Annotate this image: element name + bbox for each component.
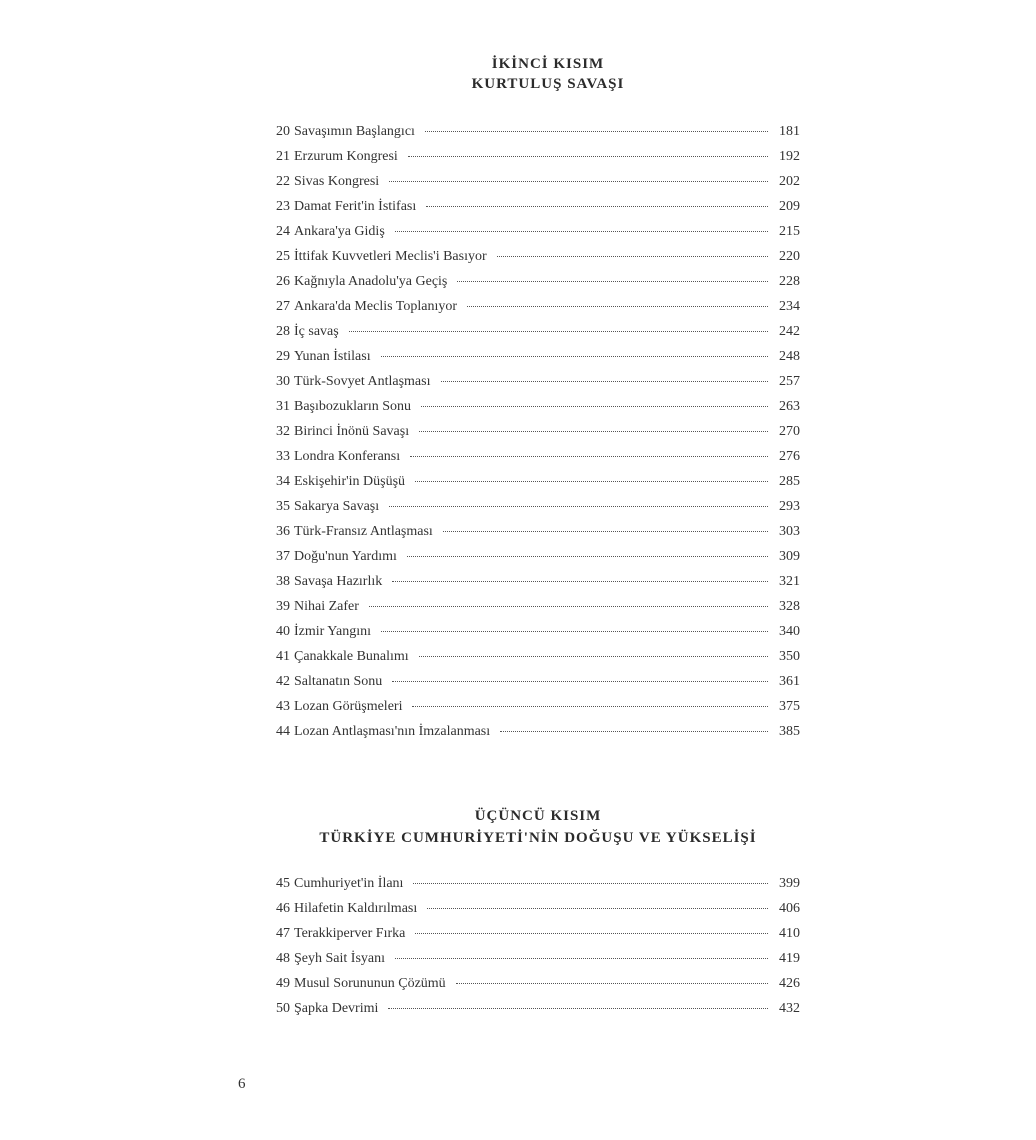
toc-entry-page: 181 [779, 124, 800, 139]
toc-entry [276, 524, 800, 549]
toc-entry [276, 876, 800, 901]
toc-entry [276, 224, 800, 249]
toc-entry-title: Çanakkale Bunalımı [294, 649, 409, 664]
toc-dot-leader [381, 631, 768, 632]
toc-entry-title: Lozan Antlaşması'nın İmzalanması [294, 724, 491, 739]
toc-entry-page: 406 [779, 901, 800, 916]
toc-entry-page: 202 [779, 174, 800, 189]
part-three-subtitle: TÜRKİYE CUMHURİYETİ'NİN DOĞUŞU VE YÜKSELİŞİ [319, 830, 757, 846]
toc-entry-title: Eskişehir'in Düşüşü [294, 474, 406, 489]
toc-entry [276, 299, 800, 324]
toc-entry-page: 309 [779, 549, 800, 564]
toc-entry-page: 419 [779, 951, 800, 966]
toc-entry-page: 270 [779, 424, 800, 439]
toc-dot-leader [457, 281, 768, 282]
toc-entry-title: Türk-Sovyet Antlaşması [294, 374, 431, 389]
toc-entry-number: 34 [276, 474, 290, 489]
toc-entry-number: 39 [276, 599, 290, 614]
toc-entry-page: 285 [779, 474, 800, 489]
toc-entry-title: Kağnıyla Anadolu'ya Geçiş [294, 274, 448, 289]
part-three-heading [20, 806, 1036, 848]
toc-entry-page: 263 [779, 399, 800, 414]
toc-entry-number: 23 [276, 199, 290, 214]
toc-entry-title: Türk-Fransız Antlaşması [294, 524, 433, 539]
toc-entry-page: 242 [779, 324, 800, 339]
toc-entry-page: 432 [779, 1001, 800, 1016]
toc-dot-leader [425, 131, 768, 132]
toc-entry [276, 901, 800, 926]
toc-entry-page: 350 [779, 649, 800, 664]
toc-dot-leader [456, 983, 768, 984]
toc-entry-number: 43 [276, 699, 290, 714]
toc-entry-page: 426 [779, 976, 800, 991]
toc-entry-number: 45 [276, 876, 290, 891]
toc-entry-page: 399 [779, 876, 800, 891]
toc-entry-page: 257 [779, 374, 800, 389]
toc-entry-page: 220 [779, 249, 800, 264]
toc-entry-title: Cumhuriyet'in İlanı [294, 876, 404, 891]
toc-dot-leader [410, 456, 768, 457]
toc-entry-page: 303 [779, 524, 800, 539]
toc-dot-leader [395, 958, 768, 959]
toc-entry [276, 349, 800, 374]
toc-entry-number: 29 [276, 349, 290, 364]
toc-entry-title: Birinci İnönü Savaşı [294, 424, 410, 439]
toc-entry-number: 33 [276, 449, 290, 464]
toc-entry-title: Saltanatın Sonu [294, 674, 383, 689]
toc-entry-page: 209 [779, 199, 800, 214]
toc-entry-title: Nihai Zafer [294, 599, 359, 614]
toc-entry-number: 49 [276, 976, 290, 991]
toc-entry [276, 976, 800, 1001]
toc-dot-leader [443, 531, 768, 532]
toc-entry-page: 410 [779, 926, 800, 941]
toc-entry [276, 374, 800, 399]
toc-entry-title: Doğu'nun Yardımı [294, 549, 397, 564]
toc-entry [276, 199, 800, 224]
toc-entry-title: Erzurum Kongresi [294, 149, 398, 164]
toc-entry-title: Londra Konferansı [294, 449, 401, 464]
toc-entry-page: 321 [779, 574, 800, 589]
toc-entry [276, 649, 800, 674]
toc-dot-leader [349, 331, 768, 332]
toc-entry-page: 293 [779, 499, 800, 514]
toc-dot-leader [415, 481, 768, 482]
toc-dot-leader [467, 306, 768, 307]
toc-entry-page: 361 [779, 674, 800, 689]
toc-entry [276, 926, 800, 951]
toc-dot-leader [497, 256, 768, 257]
toc-entry [276, 449, 800, 474]
toc-entry [276, 474, 800, 499]
toc-entry-number: 47 [276, 926, 290, 941]
toc-entry-title: Sivas Kongresi [294, 174, 380, 189]
part-three-title: ÜÇÜNCÜ KISIM [474, 808, 602, 824]
toc-entry-page: 385 [779, 724, 800, 739]
toc-entry-page: 234 [779, 299, 800, 314]
toc-entry-number: 32 [276, 424, 290, 439]
toc-entry [276, 599, 800, 624]
toc-entry-number: 31 [276, 399, 290, 414]
page-number: 6 [238, 1076, 246, 1092]
toc-entry [276, 124, 800, 149]
toc-entry-number: 26 [276, 274, 290, 289]
part-two-title: İKİNCİ KISIM [491, 56, 605, 72]
toc-entry [276, 274, 800, 299]
toc-entry-number: 21 [276, 149, 290, 164]
toc-entry [276, 549, 800, 574]
toc-dot-leader [388, 1008, 768, 1009]
toc-dot-leader [421, 406, 768, 407]
toc-entry-title: Savaşa Hazırlık [294, 574, 383, 589]
toc-entry-number: 24 [276, 224, 290, 239]
toc-dot-leader [427, 908, 768, 909]
toc-entry-title: Şapka Devrimi [294, 1001, 379, 1016]
toc-dot-leader [426, 206, 768, 207]
toc-entry-number: 27 [276, 299, 290, 314]
toc-entry [276, 424, 800, 449]
toc-entry-number: 20 [276, 124, 290, 139]
toc-entry [276, 724, 800, 749]
toc-entry-page: 248 [779, 349, 800, 364]
toc-dot-leader [415, 933, 768, 934]
toc-entry-number: 25 [276, 249, 290, 264]
toc-entry-title: Lozan Görüşmeleri [294, 699, 403, 714]
toc-entry-page: 215 [779, 224, 800, 239]
toc-entry-title: Hilafetin Kaldırılması [294, 901, 418, 916]
toc-dot-leader [392, 681, 768, 682]
toc-entry [276, 324, 800, 349]
toc-dot-leader [389, 506, 768, 507]
toc-entry-number: 42 [276, 674, 290, 689]
toc-entry [276, 574, 800, 599]
toc-entry-number: 50 [276, 1001, 290, 1016]
toc-entry [276, 1001, 800, 1026]
toc-entry-number: 48 [276, 951, 290, 966]
toc-entry-title: Damat Ferit'in İstifası [294, 199, 417, 214]
toc-entry-page: 276 [779, 449, 800, 464]
toc-entry [276, 174, 800, 199]
toc-dot-leader [408, 156, 768, 157]
toc-entry [276, 951, 800, 976]
toc-entry-number: 41 [276, 649, 290, 664]
toc-entry-number: 38 [276, 574, 290, 589]
toc-entry-number: 22 [276, 174, 290, 189]
toc-entry-number: 44 [276, 724, 290, 739]
toc-entry [276, 699, 800, 724]
part-two-heading [30, 54, 1036, 94]
toc-entry-title: Musul Sorununun Çözümü [294, 976, 446, 991]
toc-entry-number: 28 [276, 324, 290, 339]
toc-dot-leader [419, 656, 768, 657]
toc-dot-leader [381, 356, 768, 357]
toc-entry [276, 249, 800, 274]
part-two-toc [276, 124, 800, 749]
toc-entry-number: 40 [276, 624, 290, 639]
toc-entry [276, 499, 800, 524]
toc-entry-title: İzmir Yangını [294, 624, 371, 639]
toc-dot-leader [369, 606, 768, 607]
toc-entry-page: 375 [779, 699, 800, 714]
toc-entry-title: Ankara'da Meclis Toplanıyor [294, 299, 458, 314]
toc-entry-page: 192 [779, 149, 800, 164]
toc-entry-page: 228 [779, 274, 800, 289]
toc-entry-page: 328 [779, 599, 800, 614]
toc-entry-number: 36 [276, 524, 290, 539]
toc-entry [276, 624, 800, 649]
toc-entry-title: Başıbozukların Sonu [294, 399, 412, 414]
toc-entry-number: 35 [276, 499, 290, 514]
toc-dot-leader [413, 883, 768, 884]
toc-entry-title: Sakarya Savaşı [294, 499, 380, 514]
toc-dot-leader [412, 706, 768, 707]
toc-entry-title: Savaşımın Başlangıcı [294, 124, 415, 139]
toc-dot-leader [389, 181, 768, 182]
toc-entry-title: Ankara'ya Gidiş [294, 224, 385, 239]
part-two-subtitle: KURTULUŞ SAVAŞI [471, 76, 625, 92]
toc-entry-number: 30 [276, 374, 290, 389]
toc-entry-title: Yunan İstilası [294, 349, 371, 364]
toc-entry-title: İç savaş [294, 324, 339, 339]
toc-dot-leader [392, 581, 768, 582]
toc-dot-leader [441, 381, 769, 382]
toc-dot-leader [395, 231, 768, 232]
toc-entry-number: 46 [276, 901, 290, 916]
toc-dot-leader [407, 556, 768, 557]
toc-entry-title: İttifak Kuvvetleri Meclis'i Basıyor [294, 249, 487, 264]
toc-entry-number: 37 [276, 549, 290, 564]
toc-entry-title: Şeyh Sait İsyanı [294, 951, 385, 966]
toc-entry [276, 149, 800, 174]
toc-entry-page: 340 [779, 624, 800, 639]
toc-entry [276, 674, 800, 699]
part-three-toc [276, 876, 800, 1026]
toc-entry [276, 399, 800, 424]
toc-dot-leader [500, 731, 768, 732]
toc-entry-title: Terakkiperver Fırka [294, 926, 406, 941]
toc-dot-leader [419, 431, 768, 432]
